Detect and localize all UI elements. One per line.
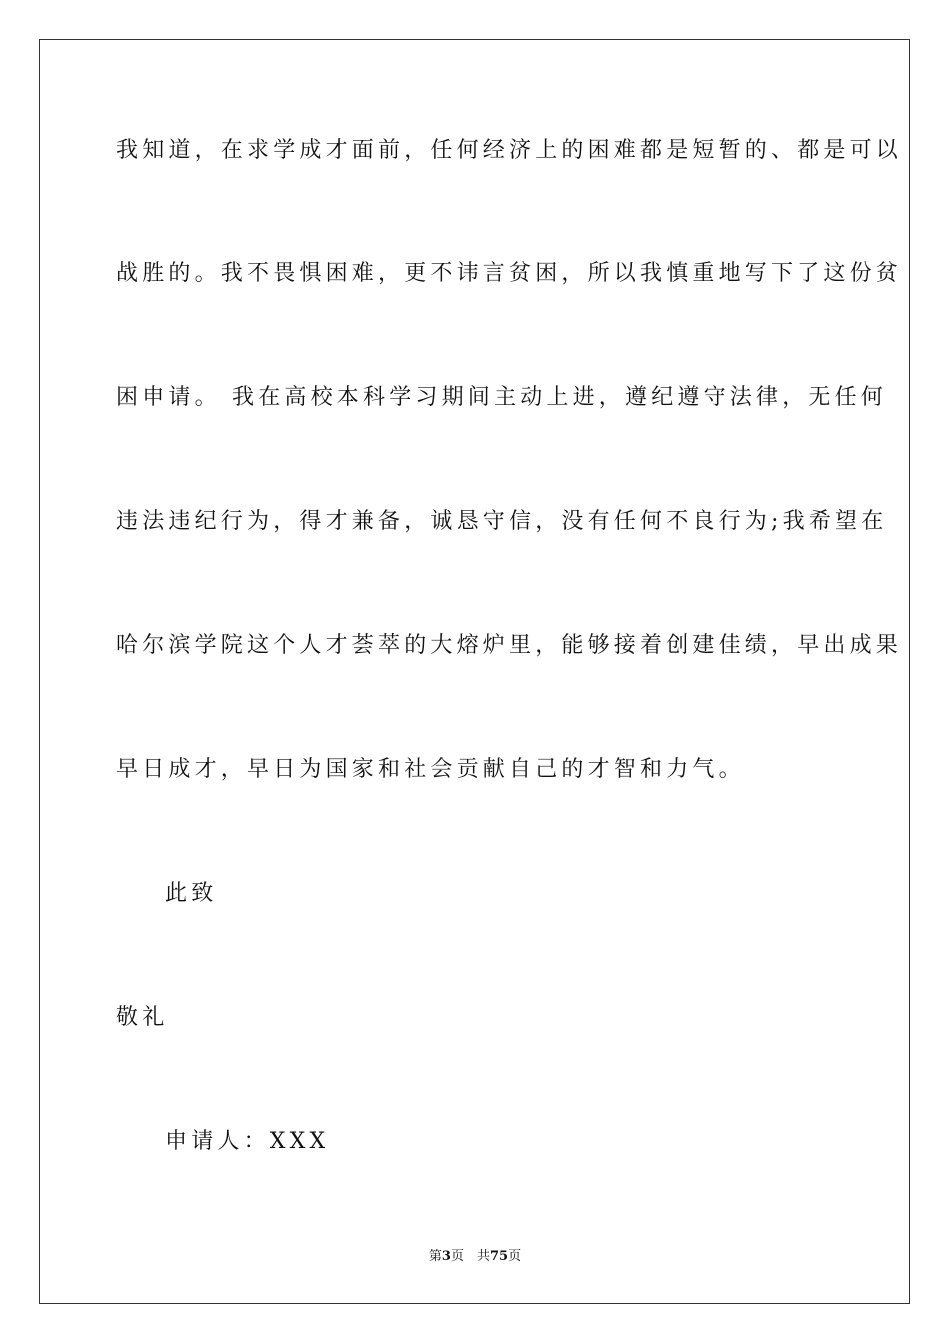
footer-page-total: 75 xyxy=(489,1249,509,1264)
footer-page-current: 3 xyxy=(441,1249,451,1264)
body-line-2: 战胜的。我不畏惧困难，更不讳言贫困，所以我慎重地写下了这份贫 xyxy=(116,261,903,286)
body-line-5: 哈尔滨学院这个人才荟萃的大熔炉里，能够接着创建佳绩，早出成果 xyxy=(116,633,903,658)
signature-text: 申请人：XXX xyxy=(165,1129,330,1154)
closing-text: 此致 xyxy=(165,881,218,906)
footer-page-mid: 页 共 xyxy=(450,1249,490,1264)
body-line-1: 我知道，在求学成才面前，任何经济上的困难都是短暂的、都是可以 xyxy=(116,138,903,163)
page-border xyxy=(39,39,910,1304)
body-line-3: 困申请。 我在高校本科学习期间主动上进，遵纪遵守法律，无任何 xyxy=(116,385,887,410)
salute-text: 敬礼 xyxy=(116,1005,169,1030)
footer-page-prefix: 第 xyxy=(428,1249,442,1264)
body-line-6: 早日成才，早日为国家和社会贡献自己的才智和力气。 xyxy=(116,757,745,782)
footer-page-suffix: 页 xyxy=(508,1249,522,1264)
body-line-4: 违法违纪行为，得才兼备，诚恳守信，没有任何不良行为;我希望在 xyxy=(116,509,888,534)
page-footer xyxy=(0,1248,950,1266)
